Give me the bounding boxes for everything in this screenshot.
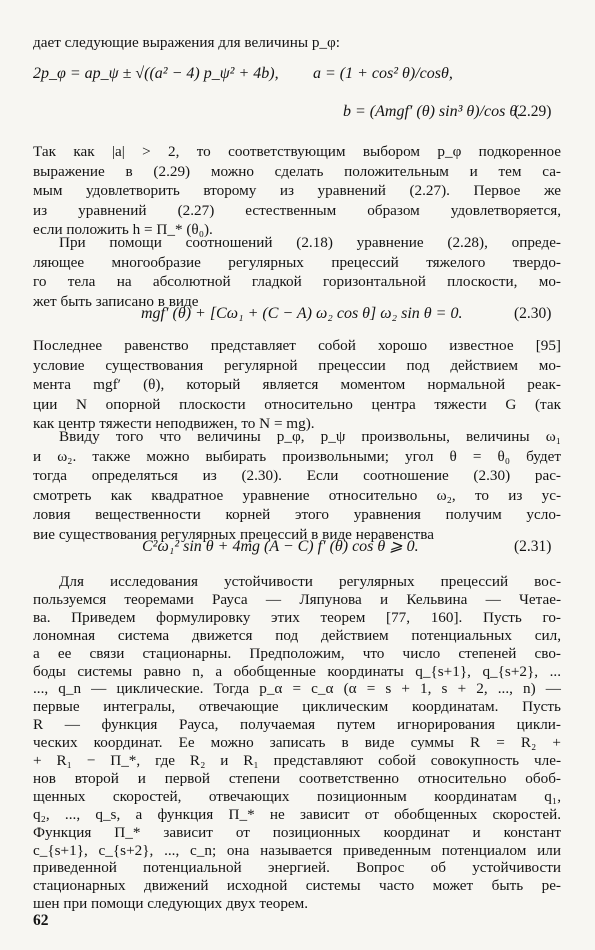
p5-line: ..., q_n — циклические. Тогда p_α = c_α (α = s + 1, s + 2, ..., n) — [33,680,561,698]
p5-line: стационарных движений исходной системы часто может быть ре- [33,877,561,895]
p5-line: c_{s+1}, c_{s+2}, ..., c_n; она называется приведенным потенциалом или [33,841,561,859]
page-number: 62 [33,912,49,929]
equation-2-29-left: 2p_φ = ap_ψ ± √((a² − 4) p_ψ² + 4b), [33,65,279,82]
equation-number-2-31: (2.31) [514,538,552,555]
p1-line: из уравнений (2.27) естественным образом удовлетворяется, [33,201,561,219]
p4-line: вие существования регулярных прецессий в виде неравенства [33,526,434,543]
p5-line: боды системы равно n, а обобщенные координаты q_{s+1}, q_{s+2}, ... [33,662,561,680]
p5-line: q₂, ..., q_s, а функция Π_* не зависит от обобщенных скоростей. [33,805,561,823]
p5-line: шен при помощи следующих двух теорем. [33,895,309,913]
p3-line: мента mgf′ (θ), который является моментом нормальной реак- [33,376,561,394]
equation-2-31: C²ω₁² sin θ + 4mg (A − C) f′ (θ) cos θ ⩾ 0. [142,538,419,555]
p2-line: го тела на абсолютной гладкой горизонтальной плоскости, мо- [33,273,561,291]
p2-line: жет быть записано в виде [33,292,199,310]
p3-line: условие существования регулярной прецессии под действием мо- [33,356,561,374]
p3-line: Последнее равенство представляет собой хорошо известное [95] [33,337,561,354]
p5-line: ческих координат. Ее можно записать в виде суммы R = R₂ + [33,734,561,752]
equation-number-2-29: (2.29) [514,103,552,120]
equation-2-30: mgf′ (θ) + [Cω₁ + (C − A) ω₂ cos θ] ω₂ sin θ = 0. [141,305,463,322]
p5-line: первые интегралы, отвечающие циклическим координатам. Пусть [33,698,561,716]
p5-line: а ее связи стационарны. Предположим, что число степеней сво- [33,644,561,662]
p5-line: ва. Приведем формулировку этих теорем [77, 160]. Пусть го- [33,608,561,626]
p1-line: выражение в (2.29) можно сделать положительным и тем са- [33,162,561,180]
p5-line: нов второй и первой степени соответственно относительно обоб- [33,769,561,787]
p5-line: Функция Π_* зависит от позиционных координат и констант [33,823,561,841]
p5-line: лономная система движется под действием потенциальных сил, [33,626,561,644]
p4-line: и ω₂. также можно выбирать произвольными; угол θ = θ₀ будет [33,447,561,465]
p5-line: щенных скоростей, отвечающих позиционным координатам q₁, [33,787,561,805]
p2-line: При помощи соотношений (2.18) уравнение (2.28), опреде- [59,234,561,251]
p5-line: + R₁ − Π_*, где R₂ и R₁ представляют собой совокупность чле- [33,752,561,769]
p4-line: ловия вещественности корней этого уравнения получим усло- [33,506,561,524]
p1-line: Так как |a| > 2, то соответствующим выбором p_φ подкоренное [33,143,561,160]
equation-2-29-a: a = (1 + cos² θ)/cosθ, [313,65,453,82]
p5-line: Для исследования устойчивости регулярных прецессий вос- [59,573,561,590]
p4-line: смотреть как квадратное уравнение относительно ω₂, то из ус- [33,486,561,504]
equation-number-2-30: (2.30) [514,305,552,322]
p5-line: R — функция Рауса, получаемая путем игнорирования цикли- [33,716,561,734]
p5-line: приведенной потенциальной энергией. Вопрос об устойчивости [33,859,561,877]
p2-line: ляющее многообразие регулярных прецессий тяжелого твердо- [33,253,561,271]
intro-line: дает следующие выражения для величины p_φ: [33,34,340,51]
equation-2-29-b: b = (Amgf′ (θ) sin³ θ)/cos θ. [343,103,522,120]
p5-line: пользуемся теоремами Рауса — Ляпунова и Кельвина — Четае- [33,590,561,608]
p4-line: тогда определяться из (2.30). Если соотношение (2.30) рас- [33,467,561,485]
p4-line: Ввиду того что величины p_φ, p_ψ произвольны, величины ω₁ [59,428,561,445]
p1-line: если положить h = Π_* (θ₀). [33,221,213,239]
p1-line: мым удовлетворить второму из уравнений (2.27). Первое же [33,182,561,200]
p3-line: ции N опорной плоскости относительно центра тяжести G (так [33,395,561,413]
p3-line: как центр тяжести неподвижен, то N = mg). [33,415,315,433]
